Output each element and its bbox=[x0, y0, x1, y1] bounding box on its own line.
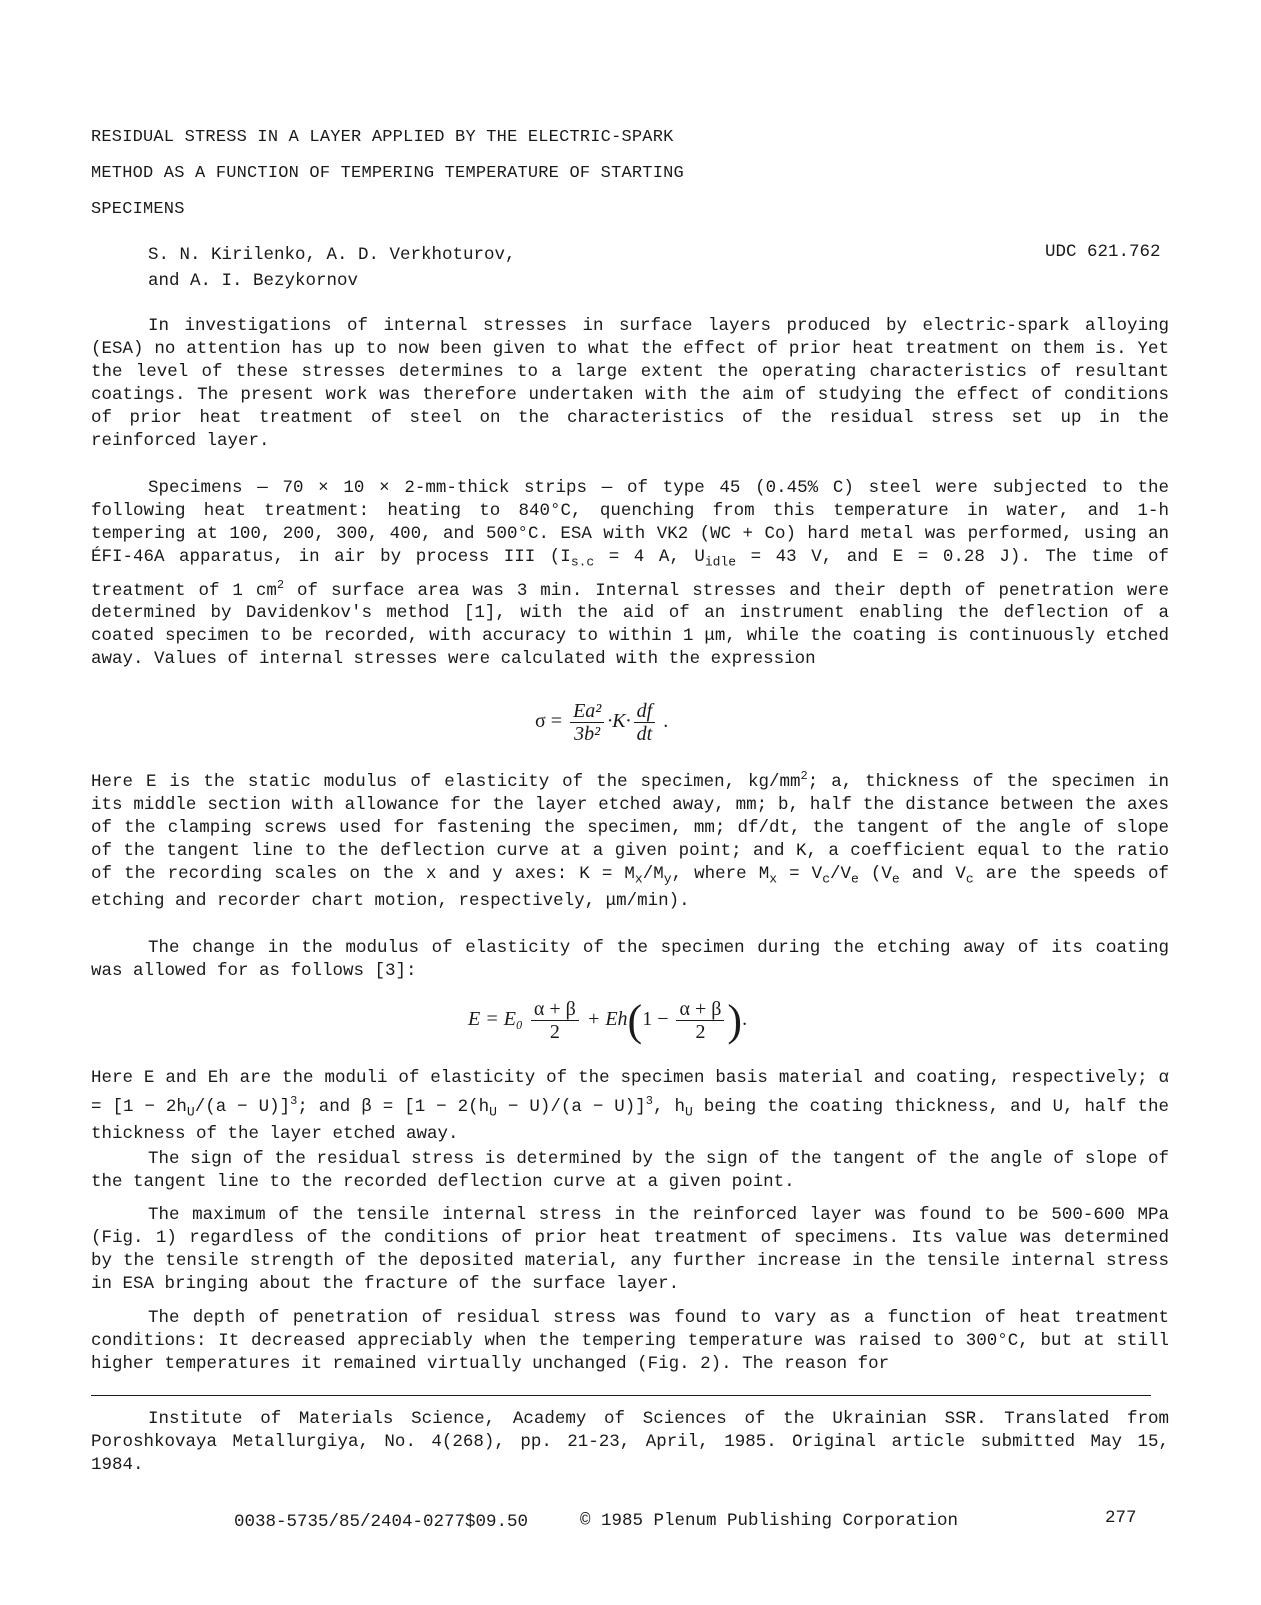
formula2-fraction-2: $\frac{\alpha + \beta}{2}$ bbox=[676, 998, 724, 1043]
footnote-divider bbox=[91, 1395, 1151, 1396]
modulus-formula: E = E₀ $\frac{\alpha + \beta}{2}$ + Eh(1 − $\frac{\alpha + \beta}{2}$ ). bbox=[468, 996, 748, 1045]
issn-code: 0038-5735/85/2404-0277$09.50 bbox=[234, 1512, 529, 1532]
paragraph-moduli-definitions: Here E and Eh are the moduli of elasticity of the specimen basis material and coating, respectively; $\alpha = [1 - 2h_U/(a - U)]^3$; and $\beta = [1 - 2(h_U - U)/(a - U)]^3$, $h_U$ being the coating thickness, and U, half the thickness of the layer etched away. bbox=[91, 1068, 1170, 1145]
paragraph-sign: The sign of the residual stress is determined by the sign of the tangent of the angle of slope of the tangent line to the recorded deflection curve at a given point. bbox=[91, 1149, 1169, 1192]
udc-code: UDC 621.762 bbox=[1045, 242, 1161, 262]
formula1-fraction-1: $\frac{\text{Ea²}}{\text{3b²}}$ bbox=[570, 700, 604, 745]
stress-formula: σ = $\frac{\text{Ea²}}{\text{3b²}}$ ·K· $\frac{df}{dt}$ . bbox=[535, 700, 669, 745]
authors bbox=[148, 242, 748, 294]
footnote: Institute of Materials Science, Academy of Sciences of the Ukrainian SSR. Translated from Poroshkovaya Metallurgiya, No. 4(268), pp. 21-23, April, 1985. Original article submitted May 15, 1984. bbox=[91, 1409, 1169, 1475]
authors-line-1: S. N. Kirilenko, A. D. Verkhoturov, bbox=[148, 245, 516, 265]
formula2-fraction-1: $\frac{\alpha + \beta}{2}$ bbox=[531, 998, 579, 1043]
title-line-1: RESIDUAL STRESS IN A LAYER APPLIED BY THE ELECTRIC-SPARK bbox=[91, 128, 674, 147]
article-title bbox=[91, 120, 851, 228]
title-line-2: METHOD AS A FUNCTION OF TEMPERING TEMPERATURE OF STARTING bbox=[91, 164, 684, 183]
paragraph-modulus: The change in the modulus of elasticity of the specimen during the etching away of its coating was allowed for as follows [3]: bbox=[91, 938, 1169, 981]
page-number: 277 bbox=[1105, 1508, 1137, 1528]
paragraph-definitions: Here E is the static modulus of elasticity of the specimen, $kg/mm^2$; a, thickness of the specimen in its middle section with allowance for the layer etched away, mm; b, half the distance between the axes of the clamping screws used for fastening the specimen, mm; df/dt, the tangent of the angle of slope of the tangent line to the deflection curve at a given point; and K, a coefficient equal to the ratio of the recording scales on the x and y axes: $K = M_x/M_y$, where $M_x = V_c/V_e$ ($V_e$ and $V_c$ are the speeds of etching and recorder chart motion, respectively, μm/min). bbox=[91, 769, 1169, 912]
paragraph-method: Specimens — 70 × 10 × 2-mm-thick strips — of type 45 (0.45% C) steel were subjected to the following heat treatment: heating to 840°C, quenching from this temperature in water, and 1-h tempering at 100, 200, 300, 400, and 500°C. ESA with VK2 (WC + Co) hard metal was performed, using an ÉFI-46A apparatus, in air by process III ($I_{s.c} = 4$ A, $U_{idle} = 43$ V, and E = 0.28 J). The time of treatment of 1 $cm^2$ of surface area was 3 min. Internal stresses and their depth of penetration were determined by Davidenkov's method [1], with the aid of an instrument enabling the deflection of a coated specimen to be recorded, with accuracy to within 1 μm, while the coating is continuously etched away. Values of internal stresses were calculated with the expression bbox=[91, 478, 1170, 670]
paragraph-intro: In investigations of internal stresses in surface layers produced by electric-spark alloying (ESA) no attention has up to now been given to what the effect of prior heat treatment on them is. Yet the level of these stresses determines to a large extent the operating characteristics of resultant coatings. The present work was therefore undertaken with the aim of studying the effect of conditions of prior heat treatment of steel on the characteristics of the residual stress set up in the reinforced layer. bbox=[91, 316, 1169, 451]
paragraph-maximum: The maximum of the tensile internal stress in the reinforced layer was found to be 500-600 MPa (Fig. 1) regardless of the conditions of prior heat treatment of specimens. Its value was determined by the tensile strength of the deposited material, any further increase in the tensile internal stress in ESA bringing about the fracture of the surface layer. bbox=[91, 1205, 1169, 1294]
paragraph-depth: The depth of penetration of residual stress was found to vary as a function of heat treatment conditions: It decreased appreciably when the tempering temperature was raised to 300°C, but at still higher temperatures it remained virtually unchanged (Fig. 2). The reason for bbox=[91, 1308, 1169, 1374]
copyright: © 1985 Plenum Publishing Corporation bbox=[580, 1511, 959, 1531]
formula1-fraction-2: $\frac{df}{dt}$ bbox=[634, 700, 656, 745]
title-line-3: SPECIMENS bbox=[91, 200, 185, 219]
authors-line-2: and A. I. Bezykornov bbox=[148, 271, 359, 291]
